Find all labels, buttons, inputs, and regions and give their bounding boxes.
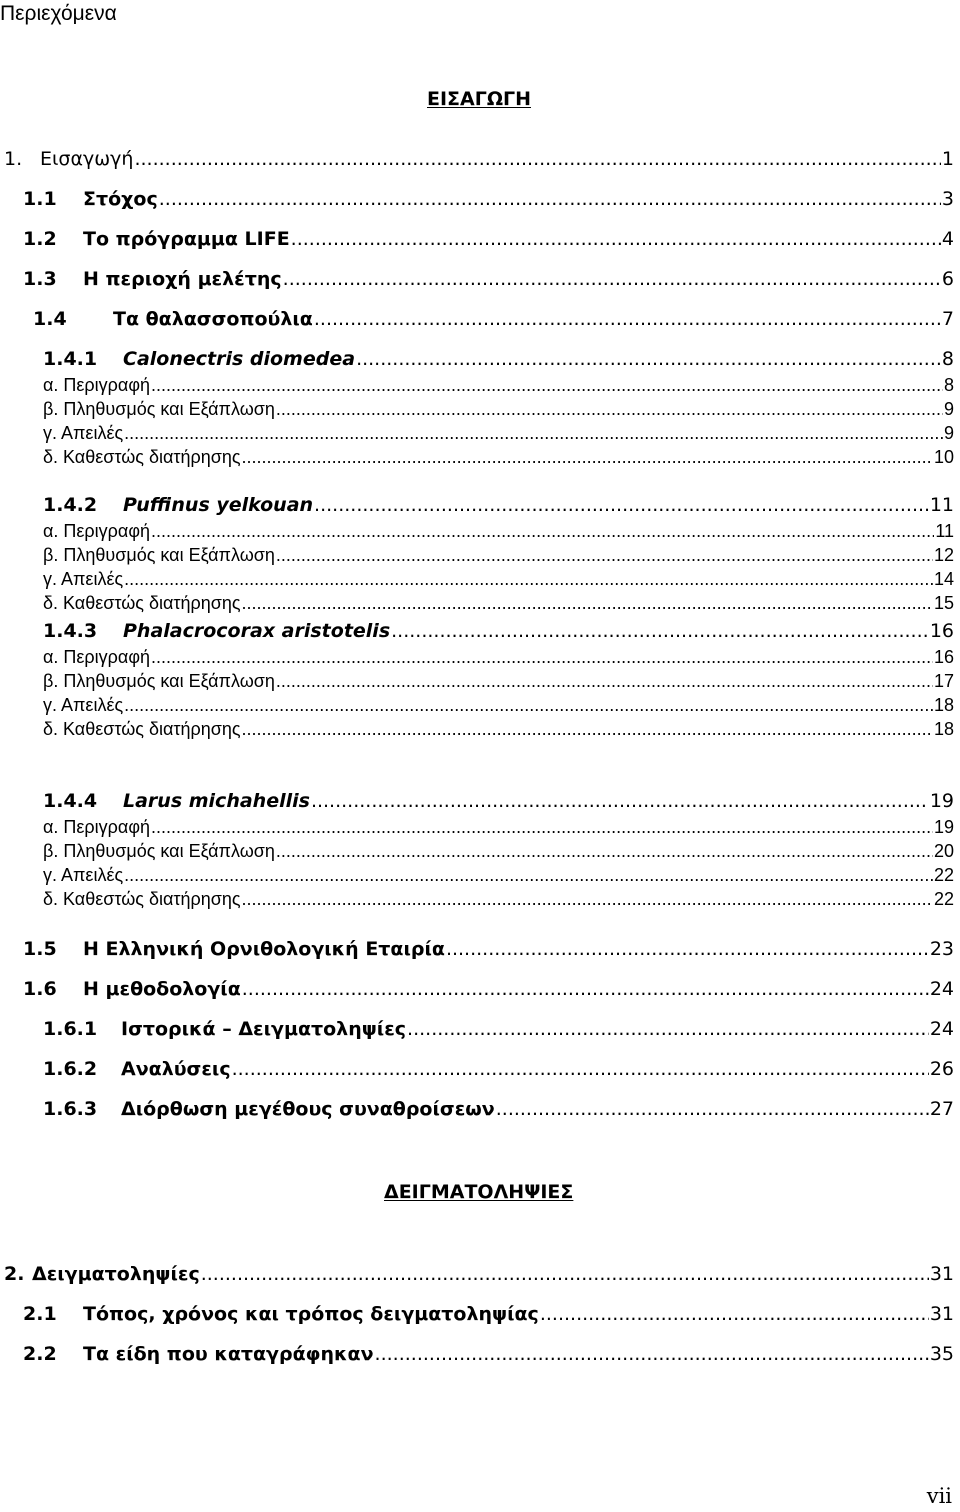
toc-subentry[interactable] — [43, 646, 954, 668]
toc-page-number: 15 — [933, 593, 954, 613]
page-number-footer: vii — [926, 1484, 952, 1508]
toc-page-number: 22 — [933, 865, 954, 885]
toc-page-number: 11 — [929, 494, 954, 516]
toc-number: 1.4 — [33, 308, 67, 330]
toc-leader — [283, 267, 941, 291]
toc-subentry[interactable] — [43, 888, 954, 910]
toc-subentry[interactable] — [43, 544, 954, 566]
toc-page-number: 9 — [943, 399, 954, 419]
toc-page-number: 19 — [929, 790, 954, 812]
toc-leader — [151, 520, 934, 542]
toc-entry[interactable] — [43, 1097, 954, 1121]
toc-title: γ. Απειλές — [43, 865, 124, 885]
toc-number: 2. — [4, 1263, 25, 1285]
toc-leader — [124, 694, 933, 716]
toc-leader — [151, 646, 933, 668]
toc-title: Η περιοχή μελέτης — [83, 268, 282, 290]
toc-leader — [540, 1302, 929, 1326]
toc-page-number: 24 — [929, 978, 954, 1000]
toc-leader — [314, 493, 929, 517]
toc-page-number: 10 — [933, 447, 954, 467]
toc-page-number: 12 — [933, 545, 954, 565]
toc-subentry[interactable] — [43, 398, 954, 420]
toc-title: β. Πληθυσμός και Εξάπλωση — [43, 841, 275, 861]
toc-page-number: 24 — [929, 1018, 954, 1040]
toc-page-number: 8 — [943, 375, 954, 395]
toc-page-number: 3 — [941, 188, 954, 210]
toc-entry[interactable] — [4, 1262, 954, 1286]
toc-entry[interactable] — [43, 347, 954, 371]
toc-leader — [232, 1057, 929, 1081]
toc-entry[interactable] — [43, 493, 954, 517]
toc-title: δ. Καθεστώς διατήρησης — [43, 593, 241, 613]
toc-number: 1.6.2 — [43, 1058, 98, 1080]
toc-title: α. Περιγραφή — [43, 817, 150, 837]
toc-page-number: 18 — [933, 719, 954, 739]
toc-subentry[interactable] — [43, 374, 954, 396]
toc-leader — [242, 718, 933, 740]
toc-subentry[interactable] — [43, 670, 954, 692]
toc-number: 2.2 — [23, 1343, 57, 1365]
toc-title: γ. Απειλές — [43, 569, 124, 589]
toc-leader — [151, 374, 943, 396]
toc-leader — [124, 864, 933, 886]
toc-leader — [276, 840, 933, 862]
toc-leader — [242, 977, 929, 1001]
toc-page-number: 27 — [929, 1098, 954, 1120]
toc-title: δ. Καθεστώς διατήρησης — [43, 889, 241, 909]
toc-page-number: 20 — [933, 841, 954, 861]
toc-page-number: 22 — [933, 889, 954, 909]
toc-title: γ. Απειλές — [43, 695, 124, 715]
toc-title: Στόχος — [83, 188, 158, 210]
page-header: Περιεχόμενα — [0, 2, 117, 25]
toc-entry[interactable] — [33, 307, 954, 331]
toc-page-number: 19 — [933, 817, 954, 837]
toc-page-number: 1 — [941, 148, 954, 170]
toc-number: 1.4.1 — [43, 348, 98, 370]
toc-number: 1. — [4, 148, 23, 170]
toc-title: Τα θαλασσοπούλια — [113, 308, 313, 330]
toc-number: 1.3 — [23, 268, 57, 290]
toc-leader — [276, 670, 933, 692]
toc-page-number: 9 — [943, 423, 954, 443]
toc-leader — [159, 187, 941, 211]
toc-title: β. Πληθυσμός και Εξάπλωση — [43, 399, 275, 419]
toc-title: Αναλύσεις — [121, 1058, 231, 1080]
toc-title: Τόπος, χρόνος και τρόπος δειγματοληψίας — [83, 1303, 539, 1325]
toc-leader — [356, 347, 941, 371]
toc-leader — [314, 307, 941, 331]
toc-number: 1.6.1 — [43, 1018, 98, 1040]
toc-leader — [375, 1342, 929, 1366]
toc-title: Larus michahellis — [123, 790, 310, 812]
toc-leader — [496, 1097, 929, 1121]
toc-number: 1.4.3 — [43, 620, 98, 642]
toc-leader — [276, 544, 933, 566]
toc-title: γ. Απειλές — [43, 423, 124, 443]
toc-entry[interactable] — [23, 977, 954, 1001]
toc-page-number: 26 — [929, 1058, 954, 1080]
toc-page-number: 31 — [929, 1263, 954, 1285]
toc-entry[interactable] — [23, 1302, 954, 1326]
toc-leader — [242, 888, 933, 910]
toc-number: 1.4.2 — [43, 494, 98, 516]
toc-page-number: 4 — [941, 228, 954, 250]
toc-title: Εισαγωγή — [40, 148, 134, 170]
toc-title: Η μεθοδολογία — [83, 978, 241, 1000]
toc-subentry[interactable] — [43, 592, 954, 614]
toc-entry[interactable] — [43, 1057, 954, 1081]
toc-title: Το πρόγραμμα LIFE — [83, 228, 290, 250]
toc-subentry[interactable] — [43, 816, 954, 838]
toc-page-number: 23 — [929, 938, 954, 960]
toc-subentry[interactable] — [43, 568, 954, 590]
toc-title: Τα είδη που καταγράφηκαν — [83, 1343, 374, 1365]
toc-leader — [291, 227, 941, 251]
toc-subentry[interactable] — [43, 446, 954, 468]
toc-entry[interactable] — [23, 937, 954, 961]
toc-subentry[interactable] — [43, 520, 954, 542]
toc-leader — [242, 592, 933, 614]
toc-page-number: 6 — [941, 268, 954, 290]
toc-page-number: 11 — [935, 521, 954, 541]
toc-leader — [446, 937, 929, 961]
toc-leader — [311, 789, 929, 813]
toc-number: 1.2 — [23, 228, 57, 250]
toc-title: Δειγματοληψίες — [32, 1263, 200, 1285]
toc-leader — [407, 1017, 929, 1041]
toc-title: Διόρθωση μεγέθους συναθροίσεων — [121, 1098, 495, 1120]
toc-entry[interactable] — [23, 227, 954, 251]
toc-subentry[interactable] — [43, 864, 954, 886]
toc-title: α. Περιγραφή — [43, 647, 150, 667]
toc-number: 2.1 — [23, 1303, 57, 1325]
toc-leader — [124, 568, 933, 590]
toc-page-number: 8 — [941, 348, 954, 370]
toc-subentry[interactable] — [43, 422, 954, 444]
toc-title: α. Περιγραφή — [43, 521, 150, 541]
toc-leader — [151, 816, 933, 838]
toc-leader — [134, 147, 940, 171]
section-heading-sampling: ΔΕΙΓΜΑΤΟΛΗΨΙΕΣ — [384, 1181, 574, 1203]
toc-page-number: 35 — [929, 1343, 954, 1365]
toc-number: 1.1 — [23, 188, 57, 210]
toc-number: 1.5 — [23, 938, 57, 960]
toc-leader — [242, 446, 933, 468]
toc-title: Puffinus yelkouan — [123, 494, 314, 516]
toc-title: Calonectris diomedea — [123, 348, 356, 370]
toc-number: 1.6 — [23, 978, 57, 1000]
toc-leader — [391, 619, 929, 643]
toc-page-number: 18 — [933, 695, 954, 715]
section-heading-introduction: ΕΙΣΑΓΩΓΗ — [427, 88, 531, 110]
toc-title: β. Πληθυσμός και Εξάπλωση — [43, 545, 275, 565]
toc-page-number: 16 — [933, 647, 954, 667]
toc-leader — [276, 398, 943, 420]
toc-page-number: 17 — [933, 671, 954, 691]
toc-leader — [201, 1262, 929, 1286]
toc-page-number: 31 — [929, 1303, 954, 1325]
toc-entry[interactable] — [4, 147, 954, 171]
toc-entry[interactable] — [43, 789, 954, 813]
toc-entry[interactable] — [23, 1342, 954, 1366]
toc-number: 1.6.3 — [43, 1098, 98, 1120]
toc-page-number: 14 — [933, 569, 954, 589]
toc-title: α. Περιγραφή — [43, 375, 150, 395]
toc-entry[interactable] — [43, 619, 954, 643]
toc-subentry[interactable] — [43, 694, 954, 716]
toc-entry[interactable] — [43, 1017, 954, 1041]
toc-title: Phalacrocorax aristotelis — [123, 620, 391, 642]
toc-entry[interactable] — [23, 267, 954, 291]
toc-page-number: 16 — [929, 620, 954, 642]
toc-title: δ. Καθεστώς διατήρησης — [43, 447, 241, 467]
toc-title: Η Ελληνική Ορνιθολογική Εταιρία — [83, 938, 445, 960]
toc-subentry[interactable] — [43, 840, 954, 862]
toc-title: β. Πληθυσμός και Εξάπλωση — [43, 671, 275, 691]
toc-leader — [124, 422, 943, 444]
toc-page-number: 7 — [941, 308, 954, 330]
toc-title: δ. Καθεστώς διατήρησης — [43, 719, 241, 739]
toc-subentry[interactable] — [43, 718, 954, 740]
toc-title: Ιστορικά – Δειγματοληψίες — [121, 1018, 407, 1040]
toc-entry[interactable] — [23, 187, 954, 211]
toc-number: 1.4.4 — [43, 790, 98, 812]
